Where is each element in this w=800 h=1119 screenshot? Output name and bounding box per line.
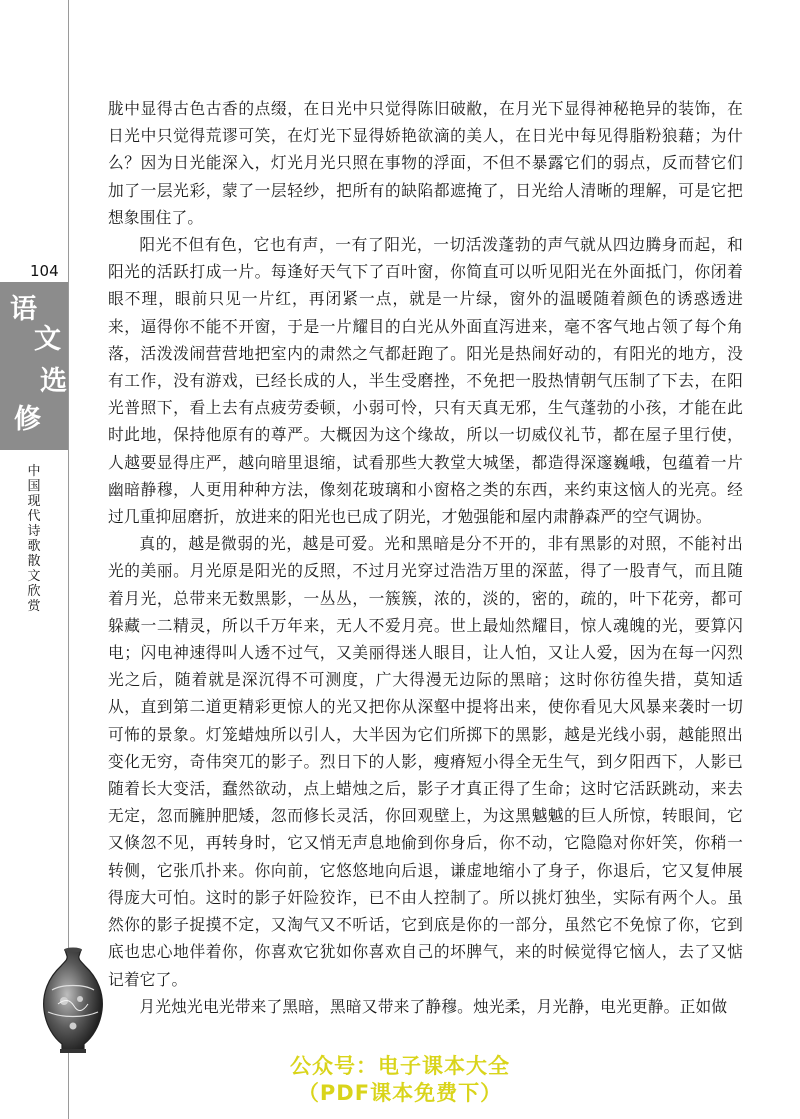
page-number: 104 — [30, 262, 59, 280]
series-tab — [0, 282, 68, 450]
paragraph: 阳光不但有色，它也有声，一有了阳光，一切活泼蓬勃的声气就从四边腾身而起，和阳光的活跃打成一片。每逢好天气下了百叶窗，你简直可以听见阳光在外面抵门，你闭着眼不理，眼前只见一片红，再闭紧一点，就是一片绿，窗外的温暖随着颜色的诱惑透进来，逼得你不能不开窗，于是一片耀目的白光从外面直泻进来，毫不客气地占领了每个角落，活泼泼闹营营地把室内的肃然之气都赶跑了。阳光是热闹好动的，有阳光的地方，没有工作，没有游戏，已经长成的人，半生受磨挫，不免把一股热情朝气压制了下去，在阳光普照下，看上去有点疲劳委顿，小弱可怜，只有天真无邪，生气蓬勃的小孩，才能在此时此地，保持他原有的尊严。大概因为这个缘故，所以一切威仪礼节，都在屋子里行使，人越要显得庄严，越向暗里退缩，试看那些大教堂大城堡，都造得深邃巍峨，包蕴着一片幽暗静穆，人更用种种方法，像刻花玻璃和小窗格之类的东西，来约束这恼人的光亮。经过几重抑屈磨折，放进来的阳光也已成了阴光，才勉强能和屋内肃静森严的空气调协。 — [108, 235, 743, 527]
book-title: 中国现代诗歌散文欣赏 — [27, 464, 41, 614]
paragraph: 月光烛光电光带来了黑暗，黑暗又带来了静穆。烛光柔，月光静，电光更静。正如做 — [139, 996, 728, 1016]
article-body — [108, 95, 743, 1020]
vase-icon — [38, 946, 108, 1056]
series-tab-char: 语 — [10, 294, 37, 325]
watermark-line: （PDF课本免费下） — [297, 1081, 503, 1105]
paragraph: 真的，越是微弱的光，越是可爱。光和黑暗是分不开的，非有黑影的对照，不能衬出光的美丽。月光原是阳光的反照，不过月光穿过浩浩万里的深蓝，得了一股青气，而且随着月光，总带来无数黑影，一丛丛，一簇簇，浓的，淡的，密的，疏的，叶下花旁，都可躲藏一二精灵，所以千万年来，无人不爱月亮。世上最灿然耀目，惊人魂魄的光，要算闪电；闪电神速得叫人透不过气，又美丽得迷人眼目，让人怕，又让人爱，因为在每一闪烈光之后，随着就是深沉得不可测度，广大得漫无边际的黑暗；这时你彷徨失措，莫知适从，直到第二道更精彩更惊人的光又把你从深壑中提将出来，使你看见大风暴来袭时一切可怖的景象。灯笼蜡烛所以引人，大半因为它们所掷下的黑影，越是光线小弱，越能照出变化无穷，奇伟突兀的影子。烈日下的人影，瘦瘠短小得全无生气，到夕阳西下，人影已随着长大变活，蠢然欲动，点上蜡烛之后，影子才真正得了生命；这时它活跃跳动，来去无定，忽而臃肿肥矮，忽而修长灵活，你回观壁上，为这黑魆魆的巨人所惊，转眼间，它又倏忽不见，再转身时，它又悄无声息地偷到你身后，你不动，它隐隐对你奸笑，你稍一转侧，它张爪扑来。你向前，它悠悠地向后退，谦虚地缩小了身子，你退后，它又复伸展得庞大可怕。这时的影子奸险狡诈，已不由人控制了。所以挑灯独坐，实际有两个人。虽然你的影子捉摸不定，又淘气又不听话，它到底是你的一部分，虽然它不免惊了你，它到底也忠心地伴着你，你喜欢它犹如你喜欢自己的坏脾气，来的时候觉得它恼人，去了又惦记着它了。 — [108, 534, 743, 989]
series-tab-char: 文 — [34, 324, 61, 355]
series-tab-char: 修 — [14, 404, 41, 435]
series-tab-char: 选 — [40, 366, 67, 397]
watermark-line: 公众号：电子课本大全 — [290, 1054, 510, 1078]
paragraph-continued: 胧中显得古色古香的点缀，在日光中只觉得陈旧破敝，在月光下显得神秘艳异的装饰，在日光中只觉得荒谬可笑，在灯光下显得娇艳欲滴的美人，在日光中每见得脂粉狼藉；为什么？因为日光能深入，灯光月光只照在事物的浮面，不但不暴露它们的弱点，反而替它们加了一层光彩，蒙了一层轻纱，把所有的缺陷都遮掩了，日光给人清晰的理解，可是它把想象围住了。 — [108, 99, 743, 227]
